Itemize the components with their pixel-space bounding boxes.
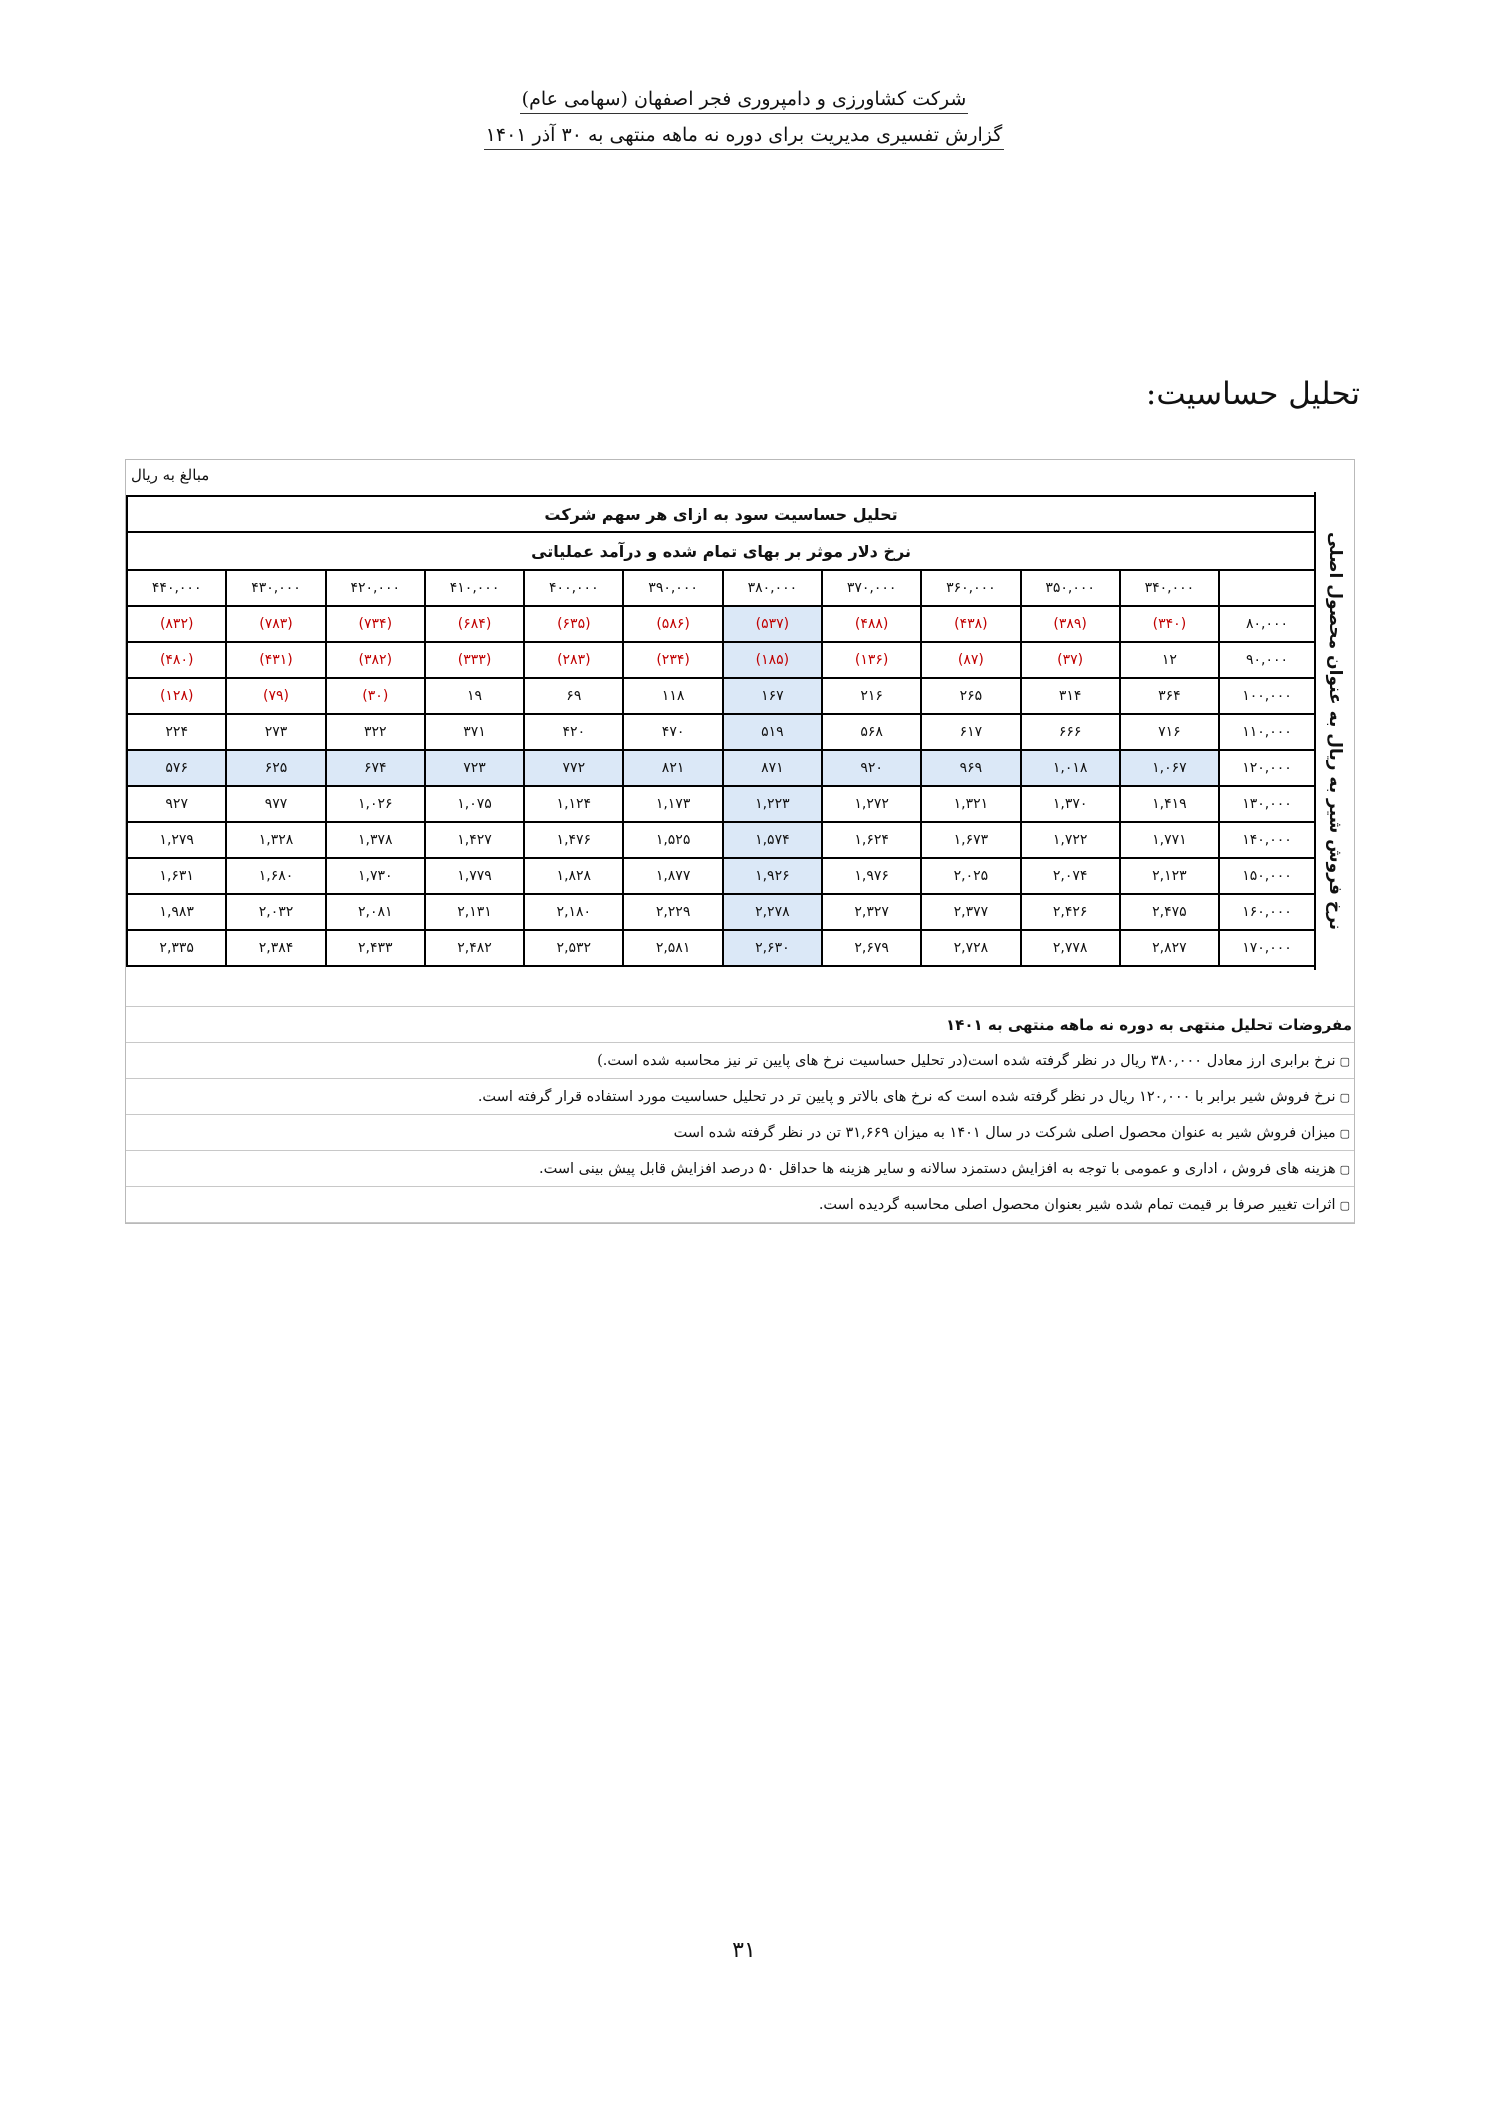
table-row [127,894,1315,930]
table-row [127,750,1315,786]
value-cell: ۱,۴۱۹ [1120,786,1219,822]
column-header: ۳۷۰,۰۰۰ [822,570,921,606]
row-label: ۱۷۰,۰۰۰ [1219,930,1315,966]
assumption-item [126,1115,1354,1151]
value-cell: ۲,۵۳۲ [524,930,623,966]
column-header: ۴۳۰,۰۰۰ [226,570,325,606]
value-cell: ۶۱۷ [921,714,1020,750]
value-cell: (۱۳۶) [822,642,921,678]
value-cell: ۵۱۹ [723,714,822,750]
table-row [127,858,1315,894]
value-cell: ۱,۴۲۷ [425,822,524,858]
value-cell: ۳۲۲ [326,714,425,750]
value-cell: ۲,۷۲۸ [921,930,1020,966]
assumption-item [126,1151,1354,1187]
table-row [127,642,1315,678]
value-cell: ۲۱۶ [822,678,921,714]
value-cell: ۱,۶۲۴ [822,822,921,858]
value-cell: ۱,۵۷۴ [723,822,822,858]
value-cell: ۱,۵۲۵ [623,822,722,858]
value-cell: ۱۹ [425,678,524,714]
value-cell: (۳۳۳) [425,642,524,678]
value-cell: ۲,۶۷۹ [822,930,921,966]
page-header [0,88,1488,150]
value-cell: ۱,۱۷۳ [623,786,722,822]
page-number: ۳۱ [732,1938,756,1963]
square-bullet-icon: ▢ [1339,1199,1350,1212]
value-cell: ۱,۶۸۰ [226,858,325,894]
value-cell: (۵۳۷) [723,606,822,642]
value-cell: ۲,۸۲۷ [1120,930,1219,966]
value-cell: ۲,۷۷۸ [1021,930,1120,966]
assumption-text: اثرات تغییر صرفا بر قیمت تمام شده شیر بعنوان محصول اصلی محاسبه گردیده است. [818,1197,1336,1213]
assumptions-title: مفروضات تحلیل منتهی به دوره نه ماهه منتهی به ۱۴۰۱ [126,1007,1354,1043]
assumption-text: میزان فروش شیر به عنوان محصول اصلی شرکت در سال ۱۴۰۱ به میزان ۳۱,۶۶۹ تن در نظر گرفته شده است [673,1125,1336,1141]
value-cell: ۱,۸۲۸ [524,858,623,894]
value-cell: ۲۷۳ [226,714,325,750]
table-subtitle: نرخ دلار موثر بر بهای تمام شده و درآمد عملیاتی [127,532,1315,570]
value-cell: (۷۸۳) [226,606,325,642]
square-bullet-icon: ▢ [1339,1055,1350,1068]
table-title: تحلیل حساسیت سود به ازای هر سهم شرکت [127,496,1315,532]
table-row [127,822,1315,858]
value-cell: (۳۴۰) [1120,606,1219,642]
value-cell: ۱۲ [1120,642,1219,678]
value-cell: ۲,۰۳۲ [226,894,325,930]
value-cell: ۸۲۱ [623,750,722,786]
value-cell: (۶۸۴) [425,606,524,642]
value-cell: ۱,۹۲۶ [723,858,822,894]
value-cell: ۱,۶۳۱ [127,858,226,894]
value-cell: ۳۱۴ [1021,678,1120,714]
row-label: ۱۱۰,۰۰۰ [1219,714,1315,750]
value-cell: ۹۶۹ [921,750,1020,786]
sensitivity-table [126,495,1316,967]
value-cell: ۱,۰۱۸ [1021,750,1120,786]
value-cell: ۷۱۶ [1120,714,1219,750]
value-cell: ۶۹ [524,678,623,714]
value-cell: ۸۷۱ [723,750,822,786]
value-cell: ۱,۴۷۶ [524,822,623,858]
column-header: ۴۰۰,۰۰۰ [524,570,623,606]
value-cell: ۲,۴۲۶ [1021,894,1120,930]
row-label: ۱۲۰,۰۰۰ [1219,750,1315,786]
value-cell: (۸۷) [921,642,1020,678]
value-cell: (۳۰) [326,678,425,714]
value-cell: ۴۷۰ [623,714,722,750]
vertical-axis-label: نرخ فروش شیر به ریال به عنوان محصول اصلی [1325,531,1345,931]
value-cell: ۱,۹۷۶ [822,858,921,894]
value-cell: ۲,۳۸۴ [226,930,325,966]
column-header: ۳۵۰,۰۰۰ [1021,570,1120,606]
row-label: ۸۰,۰۰۰ [1219,606,1315,642]
value-cell: ۲,۶۳۰ [723,930,822,966]
value-cell: ۴۲۰ [524,714,623,750]
row-label: ۱۴۰,۰۰۰ [1219,822,1315,858]
column-header: ۳۹۰,۰۰۰ [623,570,722,606]
value-cell: ۳۷۱ [425,714,524,750]
value-cell: ۱,۳۷۸ [326,822,425,858]
value-cell: (۳۸۲) [326,642,425,678]
table-row [127,606,1315,642]
table-subtitle-row [127,532,1315,570]
value-cell: ۲,۳۲۷ [822,894,921,930]
value-cell: ۲,۳۷۷ [921,894,1020,930]
units-note: مبالغ به ریال [131,466,210,484]
value-cell: (۳۸۹) [1021,606,1120,642]
assumption-text: هزینه های فروش ، اداری و عمومی با توجه به افزایش دستمزد سالانه و سایر هزینه ها حداقل ۵۰ درصد افزایش قابل پیش بینی است. [539,1161,1336,1177]
value-cell: ۹۷۷ [226,786,325,822]
value-cell: ۱,۳۲۱ [921,786,1020,822]
value-cell: ۱,۰۶۷ [1120,750,1219,786]
value-cell: ۲,۲۷۸ [723,894,822,930]
value-cell: ۲,۵۸۱ [623,930,722,966]
company-name: شرکت کشاورزی و دامپروری فجر اصفهان (سهامی عام) [520,88,969,114]
value-cell: ۲,۱۲۳ [1120,858,1219,894]
value-cell: ۱,۶۷۳ [921,822,1020,858]
value-cell: (۷۹) [226,678,325,714]
value-cell: ۱,۹۸۳ [127,894,226,930]
value-cell: ۲,۰۸۱ [326,894,425,930]
value-cell: ۲,۰۷۴ [1021,858,1120,894]
vertical-axis-label-cell [1314,492,1354,970]
value-cell: ۱,۰۲۶ [326,786,425,822]
value-cell: ۱,۱۲۴ [524,786,623,822]
value-cell: ۱,۷۳۰ [326,858,425,894]
value-cell: ۵۷۶ [127,750,226,786]
value-cell: ۱۶۷ [723,678,822,714]
value-cell: ۲,۴۷۵ [1120,894,1219,930]
row-label: ۹۰,۰۰۰ [1219,642,1315,678]
value-cell: ۹۲۰ [822,750,921,786]
value-cell: ۹۲۷ [127,786,226,822]
value-cell: (۴۸۸) [822,606,921,642]
square-bullet-icon: ▢ [1339,1163,1350,1176]
row-label: ۱۶۰,۰۰۰ [1219,894,1315,930]
assumption-text: نرخ فروش شیر برابر با ۱۲۰,۰۰۰ ریال در نظر گرفته شده است که نرخ های بالاتر و پایین تر در تحلیل حساسیت مورد استفاده قرار گرفته است. [477,1089,1336,1105]
table-row [127,714,1315,750]
value-cell: ۱,۳۲۸ [226,822,325,858]
table-row [127,678,1315,714]
value-cell: ۲,۴۳۳ [326,930,425,966]
spacer-row [126,971,1354,1007]
table-title-row [127,496,1315,532]
value-cell: ۷۲۳ [425,750,524,786]
value-cell: ۲,۱۳۱ [425,894,524,930]
value-cell: ۱,۷۷۹ [425,858,524,894]
value-cell: ۷۷۲ [524,750,623,786]
value-cell: ۶۲۵ [226,750,325,786]
value-cell: ۱,۰۷۵ [425,786,524,822]
row-label: ۱۰۰,۰۰۰ [1219,678,1315,714]
assumption-item [126,1079,1354,1115]
assumptions-section [126,1007,1354,1223]
value-cell: ۱,۷۷۱ [1120,822,1219,858]
value-cell: (۵۸۶) [623,606,722,642]
column-header: ۳۸۰,۰۰۰ [723,570,822,606]
value-cell: ۵۶۸ [822,714,921,750]
section-title: تحلیل حساسیت: [1145,376,1360,412]
column-header: ۴۴۰,۰۰۰ [127,570,226,606]
column-header-row [127,570,1315,606]
value-cell: (۸۳۲) [127,606,226,642]
value-cell: ۲,۲۲۹ [623,894,722,930]
assumption-item [126,1043,1354,1079]
value-cell: ۲,۱۸۰ [524,894,623,930]
report-title: گزارش تفسیری مدیریت برای دوره نه ماهه منتهی به ۳۰ آذر ۱۴۰۱ [484,124,1005,150]
assumption-text: نرخ برابری ارز معادل ۳۸۰,۰۰۰ ریال در نظر گرفته شده است(در تحلیل حساسیت نرخ های پایین تر نیز محاسبه شده است.) [597,1053,1336,1069]
assumption-item [126,1187,1354,1223]
value-cell: (۲۸۳) [524,642,623,678]
row-label: ۱۵۰,۰۰۰ [1219,858,1315,894]
value-cell: ۲۲۴ [127,714,226,750]
value-cell: (۶۳۵) [524,606,623,642]
value-cell: ۱,۸۷۷ [623,858,722,894]
value-cell: (۱۸۵) [723,642,822,678]
column-header: ۳۶۰,۰۰۰ [921,570,1020,606]
value-cell: (۴۸۰) [127,642,226,678]
value-cell: (۴۳۱) [226,642,325,678]
value-cell: ۶۷۴ [326,750,425,786]
value-cell: ۲,۰۲۵ [921,858,1020,894]
value-cell: ۲,۴۸۲ [425,930,524,966]
value-cell: ۱۱۸ [623,678,722,714]
value-cell: ۱,۷۲۲ [1021,822,1120,858]
value-cell: ۲۶۵ [921,678,1020,714]
value-cell: (۱۲۸) [127,678,226,714]
value-cell: ۱,۲۲۳ [723,786,822,822]
value-cell: (۷۳۴) [326,606,425,642]
row-label: ۱۳۰,۰۰۰ [1219,786,1315,822]
value-cell: ۶۶۶ [1021,714,1120,750]
table-row [127,930,1315,966]
square-bullet-icon: ▢ [1339,1127,1350,1140]
value-cell: ۱,۲۷۹ [127,822,226,858]
value-cell: ۱,۲۷۲ [822,786,921,822]
column-header: ۴۱۰,۰۰۰ [425,570,524,606]
column-header: ۳۴۰,۰۰۰ [1120,570,1219,606]
value-cell: (۴۳۸) [921,606,1020,642]
value-cell: (۲۳۴) [623,642,722,678]
value-cell: ۱,۳۷۰ [1021,786,1120,822]
column-header: ۴۲۰,۰۰۰ [326,570,425,606]
value-cell: ۳۶۴ [1120,678,1219,714]
value-cell: (۳۷) [1021,642,1120,678]
square-bullet-icon: ▢ [1339,1091,1350,1104]
table-row [127,786,1315,822]
value-cell: ۲,۳۳۵ [127,930,226,966]
assumptions-list [126,1043,1354,1223]
corner-cell [1219,570,1315,606]
